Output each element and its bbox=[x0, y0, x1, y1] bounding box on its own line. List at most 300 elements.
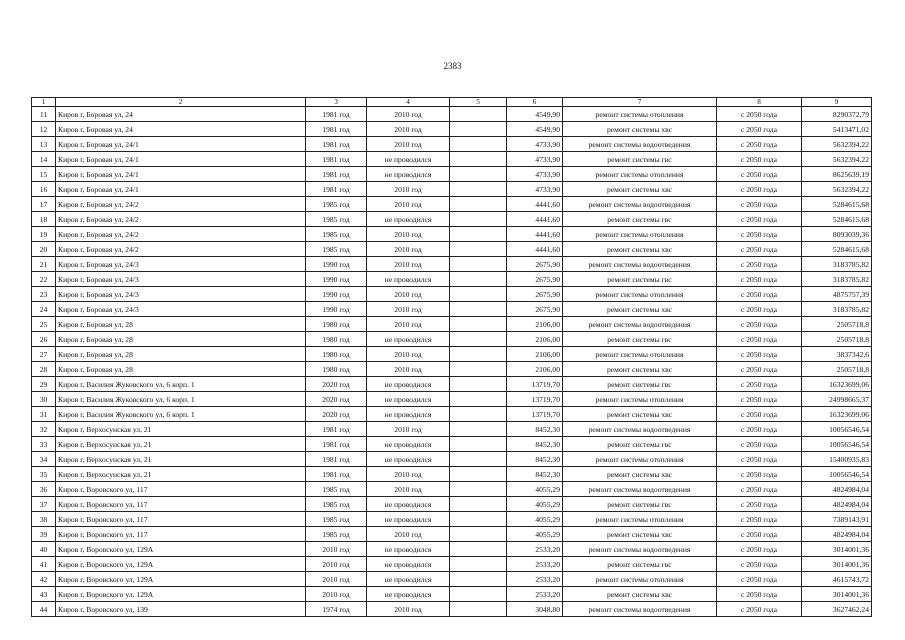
last-repair-cell: 2010 год bbox=[367, 317, 450, 332]
work-type-cell: ремонт системы водоотведения bbox=[563, 317, 717, 332]
last-repair-cell: 2010 год bbox=[367, 242, 450, 257]
empty-cell bbox=[450, 452, 507, 467]
address-cell: Киров г, Боровая ул, 24/1 bbox=[56, 137, 306, 152]
build-year-cell: 1981 год bbox=[306, 152, 367, 167]
cost-cell: 16323699,06 bbox=[802, 377, 872, 392]
work-type-cell: ремонт системы хвс bbox=[563, 587, 717, 602]
table-row bbox=[32, 122, 872, 137]
empty-cell bbox=[450, 587, 507, 602]
empty-cell bbox=[450, 197, 507, 212]
address-cell: Киров г, Верхосунская ул, 21 bbox=[56, 467, 306, 482]
empty-cell bbox=[450, 512, 507, 527]
period-cell: с 2050 года bbox=[717, 512, 802, 527]
address-cell: Киров г, Боровая ул, 24 bbox=[56, 107, 306, 122]
area-cell: 2106,00 bbox=[507, 332, 563, 347]
area-cell: 4441,60 bbox=[507, 242, 563, 257]
area-cell: 8452,30 bbox=[507, 452, 563, 467]
row-number-cell: 39 bbox=[32, 527, 56, 542]
data-table bbox=[31, 97, 872, 617]
work-type-cell: ремонт системы гвс bbox=[563, 377, 717, 392]
build-year-cell: 1990 год bbox=[306, 302, 367, 317]
row-number-cell: 30 bbox=[32, 392, 56, 407]
build-year-cell: 1985 год bbox=[306, 482, 367, 497]
empty-cell bbox=[450, 362, 507, 377]
work-type-cell: ремонт системы отопления bbox=[563, 347, 717, 362]
cost-cell: 2505718,8 bbox=[802, 362, 872, 377]
cost-cell: 7389143,91 bbox=[802, 512, 872, 527]
build-year-cell: 2010 год bbox=[306, 572, 367, 587]
header-cell: 5 bbox=[450, 98, 507, 107]
table-row bbox=[32, 212, 872, 227]
cost-cell: 10056546,54 bbox=[802, 422, 872, 437]
cost-cell: 2505718,8 bbox=[802, 332, 872, 347]
area-cell: 4733,90 bbox=[507, 167, 563, 182]
period-cell: с 2050 года bbox=[717, 137, 802, 152]
cost-cell: 4824984,04 bbox=[802, 527, 872, 542]
cost-cell: 5284615,68 bbox=[802, 197, 872, 212]
period-cell: с 2050 года bbox=[717, 377, 802, 392]
area-cell: 2106,00 bbox=[507, 317, 563, 332]
work-type-cell: ремонт системы хвс bbox=[563, 242, 717, 257]
empty-cell bbox=[450, 287, 507, 302]
period-cell: с 2050 года bbox=[717, 272, 802, 287]
table-row bbox=[32, 287, 872, 302]
build-year-cell: 2020 год bbox=[306, 407, 367, 422]
work-type-cell: ремонт системы хвс bbox=[563, 407, 717, 422]
cost-cell: 16323699,06 bbox=[802, 407, 872, 422]
area-cell: 8452,30 bbox=[507, 422, 563, 437]
last-repair-cell: 2010 год bbox=[367, 137, 450, 152]
address-cell: Киров г, Верхосунская ул, 21 bbox=[56, 437, 306, 452]
cost-cell: 4875757,39 bbox=[802, 287, 872, 302]
row-number-cell: 42 bbox=[32, 572, 56, 587]
area-cell: 2106,00 bbox=[507, 362, 563, 377]
table-body bbox=[32, 98, 872, 617]
address-cell: Киров г, Боровая ул, 24/2 bbox=[56, 212, 306, 227]
table-row bbox=[32, 587, 872, 602]
table-row bbox=[32, 557, 872, 572]
empty-cell bbox=[450, 437, 507, 452]
area-cell: 2106,00 bbox=[507, 347, 563, 362]
empty-cell bbox=[450, 137, 507, 152]
address-cell: Киров г, Воровского ул, 129А bbox=[56, 572, 306, 587]
address-cell: Киров г, Боровая ул, 24/1 bbox=[56, 152, 306, 167]
last-repair-cell: 2010 год bbox=[367, 362, 450, 377]
cost-cell: 3014001,36 bbox=[802, 557, 872, 572]
build-year-cell: 2010 год bbox=[306, 542, 367, 557]
work-type-cell: ремонт системы гвс bbox=[563, 152, 717, 167]
work-type-cell: ремонт системы отопления bbox=[563, 167, 717, 182]
row-number-cell: 34 bbox=[32, 452, 56, 467]
last-repair-cell: не проводился bbox=[367, 392, 450, 407]
cost-cell: 4824984,04 bbox=[802, 482, 872, 497]
empty-cell bbox=[450, 107, 507, 122]
table-row bbox=[32, 602, 872, 617]
work-type-cell: ремонт системы хвс bbox=[563, 122, 717, 137]
area-cell: 2533,20 bbox=[507, 587, 563, 602]
row-number-cell: 40 bbox=[32, 542, 56, 557]
build-year-cell: 1981 год bbox=[306, 452, 367, 467]
area-cell: 13719,70 bbox=[507, 407, 563, 422]
header-cell: 9 bbox=[802, 98, 872, 107]
row-number-cell: 28 bbox=[32, 362, 56, 377]
area-cell: 2533,20 bbox=[507, 557, 563, 572]
row-number-cell: 32 bbox=[32, 422, 56, 437]
last-repair-cell: 2010 год bbox=[367, 347, 450, 362]
empty-cell bbox=[450, 422, 507, 437]
work-type-cell: ремонт системы отопления bbox=[563, 227, 717, 242]
table-row bbox=[32, 422, 872, 437]
row-number-cell: 21 bbox=[32, 257, 56, 272]
row-number-cell: 36 bbox=[32, 482, 56, 497]
build-year-cell: 2020 год bbox=[306, 377, 367, 392]
area-cell: 2533,20 bbox=[507, 572, 563, 587]
build-year-cell: 1985 год bbox=[306, 512, 367, 527]
period-cell: с 2050 года bbox=[717, 167, 802, 182]
row-number-cell: 37 bbox=[32, 497, 56, 512]
period-cell: с 2050 года bbox=[717, 362, 802, 377]
area-cell: 13719,70 bbox=[507, 377, 563, 392]
last-repair-cell: 2010 год bbox=[367, 122, 450, 137]
period-cell: с 2050 года bbox=[717, 572, 802, 587]
area-cell: 2675,90 bbox=[507, 257, 563, 272]
cost-cell: 3183785,82 bbox=[802, 302, 872, 317]
table-row bbox=[32, 527, 872, 542]
build-year-cell: 1981 год bbox=[306, 467, 367, 482]
last-repair-cell: не проводился bbox=[367, 497, 450, 512]
address-cell: Киров г, Воровского ул, 129А bbox=[56, 542, 306, 557]
cost-cell: 8290372,79 bbox=[802, 107, 872, 122]
work-type-cell: ремонт системы водоотведения bbox=[563, 197, 717, 212]
cost-cell: 5413471,02 bbox=[802, 122, 872, 137]
table-row bbox=[32, 302, 872, 317]
last-repair-cell: не проводился bbox=[367, 332, 450, 347]
period-cell: с 2050 года bbox=[717, 467, 802, 482]
address-cell: Киров г, Воровского ул, 129А bbox=[56, 557, 306, 572]
work-type-cell: ремонт системы водоотведения bbox=[563, 422, 717, 437]
table-row bbox=[32, 317, 872, 332]
cost-cell: 5632394,22 bbox=[802, 152, 872, 167]
empty-cell bbox=[450, 407, 507, 422]
work-type-cell: ремонт системы отопления bbox=[563, 452, 717, 467]
row-number-cell: 25 bbox=[32, 317, 56, 332]
last-repair-cell: 2010 год bbox=[367, 107, 450, 122]
table-row bbox=[32, 512, 872, 527]
work-type-cell: ремонт системы гвс bbox=[563, 497, 717, 512]
row-number-cell: 43 bbox=[32, 587, 56, 602]
last-repair-cell: не проводился bbox=[367, 572, 450, 587]
period-cell: с 2050 года bbox=[717, 122, 802, 137]
work-type-cell: ремонт системы отопления bbox=[563, 392, 717, 407]
build-year-cell: 1985 год bbox=[306, 242, 367, 257]
row-number-cell: 38 bbox=[32, 512, 56, 527]
build-year-cell: 1981 год bbox=[306, 137, 367, 152]
empty-cell bbox=[450, 257, 507, 272]
empty-cell bbox=[450, 572, 507, 587]
build-year-cell: 2010 год bbox=[306, 587, 367, 602]
period-cell: с 2050 года bbox=[717, 257, 802, 272]
period-cell: с 2050 года bbox=[717, 212, 802, 227]
address-cell: Киров г, Боровая ул, 28 bbox=[56, 317, 306, 332]
table-row bbox=[32, 182, 872, 197]
table-row bbox=[32, 257, 872, 272]
area-cell: 4733,90 bbox=[507, 182, 563, 197]
period-cell: с 2050 года bbox=[717, 152, 802, 167]
address-cell: Киров г, Боровая ул, 28 bbox=[56, 332, 306, 347]
last-repair-cell: 2010 год bbox=[367, 467, 450, 482]
table-row bbox=[32, 482, 872, 497]
work-type-cell: ремонт системы гвс bbox=[563, 557, 717, 572]
last-repair-cell: 2010 год bbox=[367, 197, 450, 212]
address-cell: Киров г, Верхосунская ул, 21 bbox=[56, 452, 306, 467]
cost-cell: 4615743,72 bbox=[802, 572, 872, 587]
period-cell: с 2050 года bbox=[717, 347, 802, 362]
build-year-cell: 1980 год bbox=[306, 332, 367, 347]
table-row bbox=[32, 137, 872, 152]
row-number-cell: 19 bbox=[32, 227, 56, 242]
area-cell: 4441,60 bbox=[507, 227, 563, 242]
empty-cell bbox=[450, 272, 507, 287]
address-cell: Киров г, Воровского ул, 117 bbox=[56, 527, 306, 542]
last-repair-cell: не проводился bbox=[367, 437, 450, 452]
cost-cell: 24998665,37 bbox=[802, 392, 872, 407]
row-number-cell: 14 bbox=[32, 152, 56, 167]
work-type-cell: ремонт системы гвс bbox=[563, 212, 717, 227]
work-type-cell: ремонт системы гвс bbox=[563, 332, 717, 347]
build-year-cell: 1990 год bbox=[306, 287, 367, 302]
last-repair-cell: не проводился bbox=[367, 512, 450, 527]
row-number-cell: 26 bbox=[32, 332, 56, 347]
work-type-cell: ремонт системы водоотведения bbox=[563, 137, 717, 152]
table-row bbox=[32, 242, 872, 257]
cost-cell: 15400935,83 bbox=[802, 452, 872, 467]
cost-cell: 3183785,82 bbox=[802, 257, 872, 272]
work-type-cell: ремонт системы гвс bbox=[563, 272, 717, 287]
last-repair-cell: не проводился bbox=[367, 452, 450, 467]
work-type-cell: ремонт системы хвс bbox=[563, 527, 717, 542]
last-repair-cell: 2010 год bbox=[367, 527, 450, 542]
cost-cell: 8625639,19 bbox=[802, 167, 872, 182]
table-row bbox=[32, 347, 872, 362]
build-year-cell: 2020 год bbox=[306, 392, 367, 407]
cost-cell: 10056546,54 bbox=[802, 437, 872, 452]
period-cell: с 2050 года bbox=[717, 332, 802, 347]
area-cell: 2675,90 bbox=[507, 302, 563, 317]
row-number-cell: 31 bbox=[32, 407, 56, 422]
header-cell: 6 bbox=[507, 98, 563, 107]
table-row bbox=[32, 437, 872, 452]
last-repair-cell: 2010 год bbox=[367, 227, 450, 242]
table-row bbox=[32, 377, 872, 392]
period-cell: с 2050 года bbox=[717, 287, 802, 302]
row-number-cell: 18 bbox=[32, 212, 56, 227]
build-year-cell: 1985 год bbox=[306, 497, 367, 512]
row-number-cell: 11 bbox=[32, 107, 56, 122]
cost-cell: 3837342,6 bbox=[802, 347, 872, 362]
row-number-cell: 35 bbox=[32, 467, 56, 482]
empty-cell bbox=[450, 122, 507, 137]
period-cell: с 2050 года bbox=[717, 317, 802, 332]
last-repair-cell: 2010 год bbox=[367, 182, 450, 197]
period-cell: с 2050 года bbox=[717, 392, 802, 407]
period-cell: с 2050 года bbox=[717, 197, 802, 212]
area-cell: 4055,29 bbox=[507, 482, 563, 497]
work-type-cell: ремонт системы водоотведения bbox=[563, 602, 717, 617]
work-type-cell: ремонт системы хвс bbox=[563, 302, 717, 317]
area-cell: 4055,29 bbox=[507, 527, 563, 542]
period-cell: с 2050 года bbox=[717, 497, 802, 512]
area-cell: 2533,20 bbox=[507, 542, 563, 557]
cost-cell: 2505718,8 bbox=[802, 317, 872, 332]
period-cell: с 2050 года bbox=[717, 602, 802, 617]
cost-cell: 5632394,22 bbox=[802, 182, 872, 197]
table-row bbox=[32, 227, 872, 242]
table-row bbox=[32, 332, 872, 347]
area-cell: 4549,90 bbox=[507, 122, 563, 137]
area-cell: 8452,30 bbox=[507, 437, 563, 452]
table-row bbox=[32, 497, 872, 512]
empty-cell bbox=[450, 182, 507, 197]
build-year-cell: 1980 год bbox=[306, 362, 367, 377]
address-cell: Киров г, Воровского ул, 117 bbox=[56, 512, 306, 527]
work-type-cell: ремонт системы водоотведения bbox=[563, 482, 717, 497]
row-number-cell: 13 bbox=[32, 137, 56, 152]
period-cell: с 2050 года bbox=[717, 422, 802, 437]
last-repair-cell: не проводился bbox=[367, 557, 450, 572]
empty-cell bbox=[450, 332, 507, 347]
cost-cell: 3627462,24 bbox=[802, 602, 872, 617]
area-cell: 4441,60 bbox=[507, 212, 563, 227]
last-repair-cell: 2010 год bbox=[367, 422, 450, 437]
address-cell: Киров г, Воровского ул, 117 bbox=[56, 497, 306, 512]
period-cell: с 2050 года bbox=[717, 557, 802, 572]
header-cell: 3 bbox=[306, 98, 367, 107]
address-cell: Киров г, Василия Жуковского ул, 6 корп. 1 bbox=[56, 407, 306, 422]
address-cell: Киров г, Боровая ул, 28 bbox=[56, 347, 306, 362]
work-type-cell: ремонт системы водоотведения bbox=[563, 542, 717, 557]
page-number: 2383 bbox=[443, 61, 462, 71]
build-year-cell: 1981 год bbox=[306, 122, 367, 137]
address-cell: Киров г, Боровая ул, 24/2 bbox=[56, 242, 306, 257]
period-cell: с 2050 года bbox=[717, 542, 802, 557]
address-cell: Киров г, Боровая ул, 24/3 bbox=[56, 287, 306, 302]
cost-cell: 4824984,04 bbox=[802, 497, 872, 512]
area-cell: 4055,29 bbox=[507, 512, 563, 527]
row-number-cell: 33 bbox=[32, 437, 56, 452]
build-year-cell: 1985 год bbox=[306, 227, 367, 242]
address-cell: Киров г, Боровая ул, 24/3 bbox=[56, 272, 306, 287]
work-type-cell: ремонт системы хвс bbox=[563, 362, 717, 377]
area-cell: 8452,30 bbox=[507, 467, 563, 482]
empty-cell bbox=[450, 527, 507, 542]
empty-cell bbox=[450, 242, 507, 257]
last-repair-cell: 2010 год bbox=[367, 602, 450, 617]
empty-cell bbox=[450, 467, 507, 482]
address-cell: Киров г, Боровая ул, 24 bbox=[56, 122, 306, 137]
address-cell: Киров г, Воровского ул, 139 bbox=[56, 602, 306, 617]
last-repair-cell: не проводился bbox=[367, 272, 450, 287]
table-header-row bbox=[32, 98, 872, 107]
build-year-cell: 1980 год bbox=[306, 347, 367, 362]
build-year-cell: 1981 год bbox=[306, 422, 367, 437]
row-number-cell: 16 bbox=[32, 182, 56, 197]
row-number-cell: 23 bbox=[32, 287, 56, 302]
empty-cell bbox=[450, 302, 507, 317]
cost-cell: 3014001,36 bbox=[802, 587, 872, 602]
last-repair-cell: не проводился bbox=[367, 407, 450, 422]
build-year-cell: 1990 год bbox=[306, 272, 367, 287]
cost-cell: 8093039,36 bbox=[802, 227, 872, 242]
last-repair-cell: не проводился bbox=[367, 152, 450, 167]
area-cell: 4733,90 bbox=[507, 137, 563, 152]
empty-cell bbox=[450, 482, 507, 497]
table-row bbox=[32, 407, 872, 422]
area-cell: 3048,80 bbox=[507, 602, 563, 617]
work-type-cell: ремонт системы гвс bbox=[563, 437, 717, 452]
build-year-cell: 1981 год bbox=[306, 182, 367, 197]
build-year-cell: 1985 год bbox=[306, 212, 367, 227]
header-cell: 1 bbox=[32, 98, 56, 107]
table-row bbox=[32, 272, 872, 287]
period-cell: с 2050 года bbox=[717, 452, 802, 467]
row-number-cell: 41 bbox=[32, 557, 56, 572]
row-number-cell: 22 bbox=[32, 272, 56, 287]
table-row bbox=[32, 107, 872, 122]
last-repair-cell: не проводился bbox=[367, 167, 450, 182]
empty-cell bbox=[450, 227, 507, 242]
table-row bbox=[32, 392, 872, 407]
build-year-cell: 1985 год bbox=[306, 197, 367, 212]
area-cell: 4441,60 bbox=[507, 197, 563, 212]
work-type-cell: ремонт системы хвс bbox=[563, 182, 717, 197]
cost-cell: 5284615,68 bbox=[802, 212, 872, 227]
empty-cell bbox=[450, 317, 507, 332]
cost-cell: 5632394,22 bbox=[802, 137, 872, 152]
empty-cell bbox=[450, 497, 507, 512]
row-number-cell: 24 bbox=[32, 302, 56, 317]
table-row bbox=[32, 467, 872, 482]
address-cell: Киров г, Воровского ул, 129А bbox=[56, 587, 306, 602]
last-repair-cell: 2010 год bbox=[367, 287, 450, 302]
empty-cell bbox=[450, 167, 507, 182]
period-cell: с 2050 года bbox=[717, 182, 802, 197]
row-number-cell: 29 bbox=[32, 377, 56, 392]
header-cell: 8 bbox=[717, 98, 802, 107]
header-cell: 7 bbox=[563, 98, 717, 107]
table-row bbox=[32, 152, 872, 167]
table-row bbox=[32, 542, 872, 557]
address-cell: Киров г, Боровая ул, 24/2 bbox=[56, 197, 306, 212]
build-year-cell: 1990 год bbox=[306, 257, 367, 272]
empty-cell bbox=[450, 347, 507, 362]
row-number-cell: 44 bbox=[32, 602, 56, 617]
cost-cell: 10056546,54 bbox=[802, 467, 872, 482]
table-row bbox=[32, 167, 872, 182]
header-cell: 4 bbox=[367, 98, 450, 107]
build-year-cell: 1981 год bbox=[306, 167, 367, 182]
build-year-cell: 1981 год bbox=[306, 437, 367, 452]
row-number-cell: 15 bbox=[32, 167, 56, 182]
area-cell: 4055,29 bbox=[507, 497, 563, 512]
table-row bbox=[32, 197, 872, 212]
period-cell: с 2050 года bbox=[717, 587, 802, 602]
period-cell: с 2050 года bbox=[717, 227, 802, 242]
last-repair-cell: не проводился bbox=[367, 377, 450, 392]
last-repair-cell: не проводился bbox=[367, 212, 450, 227]
empty-cell bbox=[450, 212, 507, 227]
empty-cell bbox=[450, 542, 507, 557]
address-cell: Киров г, Боровая ул, 28 bbox=[56, 362, 306, 377]
